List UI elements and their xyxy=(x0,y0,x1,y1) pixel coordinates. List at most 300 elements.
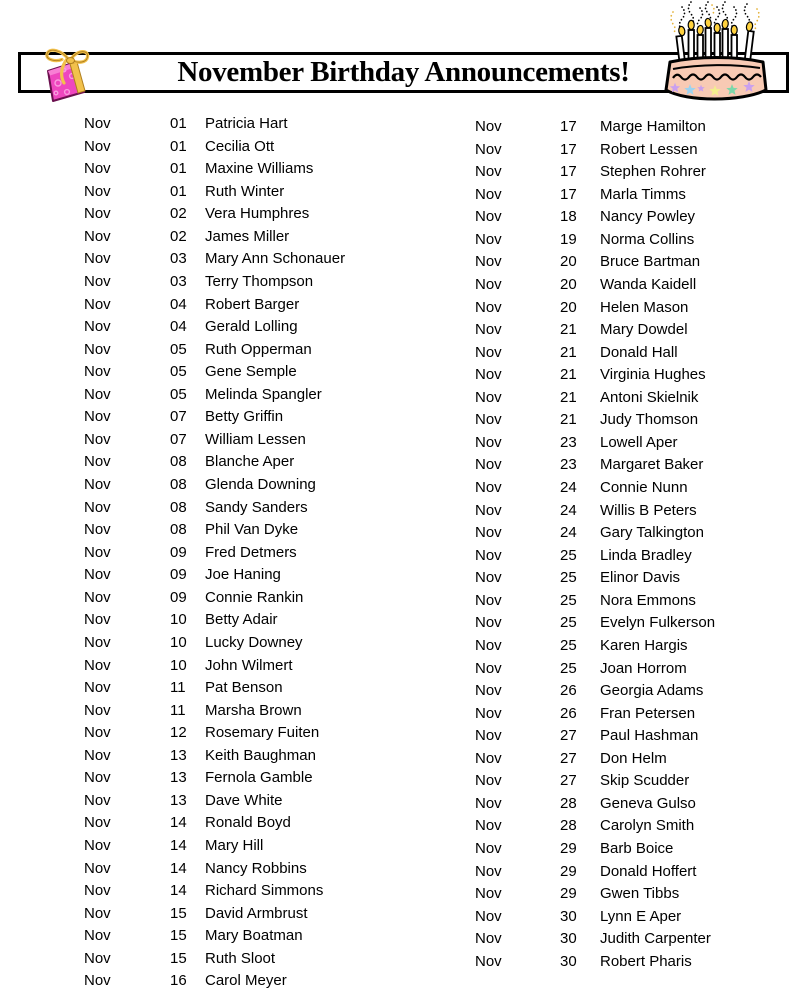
month-cell: Nov xyxy=(475,840,502,857)
month-cell: Nov xyxy=(84,498,111,516)
day-cell: 25 xyxy=(560,636,577,654)
birthday-row xyxy=(84,790,434,813)
name-cell: Joan Horrom xyxy=(600,659,687,677)
month-cell: Nov xyxy=(84,272,111,290)
birthday-list-left xyxy=(84,113,434,993)
name-cell: Robert Pharis xyxy=(600,952,692,970)
birthday-row xyxy=(84,700,434,723)
month-cell: Nov xyxy=(84,408,111,426)
name-cell: Mary Boatman xyxy=(205,927,303,945)
birthday-row xyxy=(475,206,795,229)
month-cell: Nov xyxy=(84,724,111,742)
name-cell: Gerald Lolling xyxy=(205,318,298,336)
name-cell: Mary Dowdel xyxy=(600,321,688,339)
birthday-row xyxy=(84,677,434,700)
name-cell: Fred Detmers xyxy=(205,543,297,561)
birthday-row xyxy=(84,339,434,362)
day-cell: 07 xyxy=(170,408,187,426)
name-cell: Ruth Opperman xyxy=(205,340,312,358)
name-cell: Cecilia Ott xyxy=(205,137,275,155)
name-cell: Dave White xyxy=(205,791,283,809)
name-cell: Connie Rankin xyxy=(205,588,304,606)
birthday-row xyxy=(84,384,434,407)
birthday-row xyxy=(475,319,795,342)
day-cell: 25 xyxy=(560,569,577,587)
birthday-row xyxy=(475,342,795,365)
month-cell: Nov xyxy=(84,250,111,268)
name-cell: Elinor Davis xyxy=(600,569,681,587)
birthday-row xyxy=(475,229,795,252)
birthday-cake-icon xyxy=(660,0,774,106)
day-cell: 14 xyxy=(170,837,187,854)
name-cell: Patricia Hart xyxy=(205,115,288,132)
month-cell: Nov xyxy=(84,430,111,448)
month-cell: Nov xyxy=(84,949,111,967)
month-cell: Nov xyxy=(84,972,111,990)
name-cell: Nancy Powley xyxy=(600,208,696,226)
day-cell: 15 xyxy=(170,904,187,922)
birthday-row xyxy=(84,181,434,204)
name-cell: Norma Collins xyxy=(600,230,695,248)
month-cell: Nov xyxy=(84,904,111,922)
name-cell: Georgia Adams xyxy=(600,682,704,700)
birthday-row xyxy=(475,635,795,658)
name-cell: Melinda Spangler xyxy=(205,385,322,403)
month-cell: Nov xyxy=(475,749,502,767)
day-cell: 08 xyxy=(170,498,187,516)
month-cell: Nov xyxy=(84,746,111,764)
birthday-row xyxy=(84,903,434,926)
month-cell: Nov xyxy=(84,769,111,787)
day-cell: 05 xyxy=(170,340,187,358)
day-cell: 04 xyxy=(170,318,187,336)
name-cell: Lucky Downey xyxy=(205,633,303,651)
name-cell: James Miller xyxy=(205,227,290,245)
day-cell: 29 xyxy=(560,885,577,903)
day-cell: 28 xyxy=(560,794,577,812)
birthday-row xyxy=(84,429,434,452)
month-cell: Nov xyxy=(475,907,502,925)
name-cell: Nora Emmons xyxy=(600,591,696,609)
day-cell: 17 xyxy=(560,140,577,158)
month-cell: Nov xyxy=(475,185,502,203)
month-cell: Nov xyxy=(475,388,502,406)
birthday-row xyxy=(84,970,434,993)
day-cell: 30 xyxy=(560,952,577,970)
name-cell: Donald Hoffert xyxy=(600,862,697,880)
birthday-row xyxy=(84,316,434,339)
name-cell: Evelyn Fulkerson xyxy=(600,614,716,632)
month-cell: Nov xyxy=(475,704,502,722)
day-cell: 01 xyxy=(170,137,187,155)
month-cell: Nov xyxy=(84,882,111,900)
day-cell: 02 xyxy=(170,205,187,223)
name-cell: Skip Scudder xyxy=(600,772,690,790)
day-cell: 09 xyxy=(170,588,187,606)
page-title: November Birthday Announcements! xyxy=(177,56,630,88)
month-cell: Nov xyxy=(84,927,111,945)
day-cell: 15 xyxy=(170,949,187,967)
day-cell: 18 xyxy=(560,208,577,226)
day-cell: 25 xyxy=(560,659,577,677)
day-cell: 24 xyxy=(560,524,577,542)
birthday-row xyxy=(475,184,795,207)
month-cell: Nov xyxy=(84,791,111,809)
day-cell: 09 xyxy=(170,566,187,584)
birthday-row xyxy=(84,542,434,565)
day-cell: 02 xyxy=(170,227,187,245)
month-cell: Nov xyxy=(84,837,111,854)
name-cell: Judith Carpenter xyxy=(600,930,711,948)
month-cell: Nov xyxy=(475,366,502,384)
birthday-row xyxy=(84,655,434,678)
day-cell: 30 xyxy=(560,907,577,925)
month-cell: Nov xyxy=(84,385,111,403)
day-cell: 27 xyxy=(560,727,577,745)
day-cell: 04 xyxy=(170,295,187,313)
day-cell: 09 xyxy=(170,543,187,561)
birthday-row xyxy=(84,587,434,610)
birthday-row xyxy=(84,858,434,881)
name-cell: Barb Boice xyxy=(600,840,674,857)
birthday-row xyxy=(84,497,434,520)
month-cell: Nov xyxy=(475,524,502,542)
birthday-row xyxy=(84,745,434,768)
day-cell: 01 xyxy=(170,160,187,178)
month-cell: Nov xyxy=(475,817,502,835)
name-cell: Margaret Baker xyxy=(600,456,704,474)
day-cell: 21 xyxy=(560,411,577,429)
day-cell: 11 xyxy=(170,701,186,719)
month-cell: Nov xyxy=(84,295,111,313)
day-cell: 07 xyxy=(170,430,187,448)
name-cell: Judy Thomson xyxy=(600,411,699,429)
day-cell: 13 xyxy=(170,791,187,809)
birthday-row xyxy=(475,883,795,906)
month-cell: Nov xyxy=(84,588,111,606)
birthday-row xyxy=(475,951,795,974)
name-cell: Sandy Sanders xyxy=(205,498,308,516)
name-cell: Carol Meyer xyxy=(205,972,287,990)
day-cell: 27 xyxy=(560,749,577,767)
day-cell: 25 xyxy=(560,591,577,609)
birthday-row xyxy=(84,812,434,835)
name-cell: Lowell Aper xyxy=(600,433,678,451)
month-cell: Nov xyxy=(84,227,111,245)
name-cell: Blanche Aper xyxy=(205,453,295,471)
month-cell: Nov xyxy=(84,566,111,584)
birthday-row xyxy=(475,454,795,477)
birthday-row xyxy=(84,632,434,655)
birthday-row xyxy=(475,861,795,884)
name-cell: Carolyn Smith xyxy=(600,817,695,835)
day-cell: 14 xyxy=(170,882,187,900)
month-cell: Nov xyxy=(475,772,502,790)
month-cell: Nov xyxy=(84,363,111,381)
birthday-row xyxy=(84,880,434,903)
name-cell: Rosemary Fuiten xyxy=(205,724,320,742)
birthday-row xyxy=(475,748,795,771)
name-cell: Marla Timms xyxy=(600,185,686,203)
name-cell: Robert Barger xyxy=(205,295,300,313)
birthday-row xyxy=(84,226,434,249)
name-cell: Karen Hargis xyxy=(600,636,688,654)
month-cell: Nov xyxy=(475,501,502,519)
month-cell: Nov xyxy=(475,614,502,632)
birthday-row xyxy=(475,274,795,297)
month-cell: Nov xyxy=(475,321,502,339)
birthday-row xyxy=(84,835,434,858)
birthday-row xyxy=(84,948,434,971)
day-cell: 08 xyxy=(170,476,187,493)
month-cell: Nov xyxy=(475,546,502,564)
name-cell: Joe Haning xyxy=(205,566,281,584)
day-cell: 30 xyxy=(560,930,577,948)
day-cell: 17 xyxy=(560,185,577,203)
name-cell: David Armbrust xyxy=(205,904,308,922)
gift-icon-svg xyxy=(36,40,102,104)
day-cell: 21 xyxy=(560,388,577,406)
birthday-row xyxy=(84,294,434,317)
name-cell: Virginia Hughes xyxy=(600,366,706,384)
day-cell: 08 xyxy=(170,453,187,471)
name-cell: Linda Bradley xyxy=(600,546,692,564)
birthday-row xyxy=(475,567,795,590)
birthday-row xyxy=(84,136,434,159)
day-cell: 29 xyxy=(560,840,577,857)
birthday-row xyxy=(84,474,434,497)
name-cell: Robert Lessen xyxy=(600,140,698,158)
day-cell: 21 xyxy=(560,321,577,339)
name-cell: Marge Hamilton xyxy=(600,118,706,135)
month-cell: Nov xyxy=(84,340,111,358)
day-cell: 26 xyxy=(560,682,577,700)
name-cell: Betty Adair xyxy=(205,611,278,629)
birthday-row xyxy=(475,725,795,748)
birthday-row xyxy=(475,680,795,703)
name-cell: Bruce Bartman xyxy=(600,253,701,271)
day-cell: 15 xyxy=(170,927,187,945)
month-cell: Nov xyxy=(84,160,111,178)
name-cell: Phil Van Dyke xyxy=(205,521,299,539)
day-cell: 28 xyxy=(560,817,577,835)
name-cell: Connie Nunn xyxy=(600,479,688,496)
day-cell: 20 xyxy=(560,298,577,316)
name-cell: Terry Thompson xyxy=(205,272,314,290)
birthday-row xyxy=(475,116,795,139)
name-cell: Betty Griffin xyxy=(205,408,284,426)
birthday-row xyxy=(475,838,795,861)
day-cell: 17 xyxy=(560,163,577,181)
birthday-row xyxy=(475,612,795,635)
month-cell: Nov xyxy=(475,479,502,496)
day-cell: 20 xyxy=(560,253,577,271)
day-cell: 29 xyxy=(560,862,577,880)
name-cell: Marsha Brown xyxy=(205,701,302,719)
name-cell: Gwen Tibbs xyxy=(600,885,680,903)
day-cell: 05 xyxy=(170,385,187,403)
birthday-cake-icon-svg xyxy=(660,0,774,106)
name-cell: Geneva Gulso xyxy=(600,794,696,812)
month-cell: Nov xyxy=(475,253,502,271)
month-cell: Nov xyxy=(84,521,111,539)
birthday-row xyxy=(475,658,795,681)
birthday-row xyxy=(475,297,795,320)
month-cell: Nov xyxy=(84,814,111,832)
day-cell: 24 xyxy=(560,501,577,519)
birthday-row xyxy=(475,387,795,410)
name-cell: William Lessen xyxy=(205,430,306,448)
month-cell: Nov xyxy=(84,633,111,651)
birthday-row xyxy=(84,609,434,632)
birthday-row xyxy=(84,519,434,542)
day-cell: 14 xyxy=(170,859,187,877)
birthday-row xyxy=(84,248,434,271)
name-cell: Lynn E Aper xyxy=(600,907,682,925)
month-cell: Nov xyxy=(475,298,502,316)
day-cell: 24 xyxy=(560,479,577,496)
month-cell: Nov xyxy=(84,611,111,629)
day-cell: 14 xyxy=(170,814,187,832)
month-cell: Nov xyxy=(475,230,502,248)
day-cell: 21 xyxy=(560,366,577,384)
name-cell: Gene Semple xyxy=(205,363,297,381)
name-cell: Ruth Sloot xyxy=(205,949,276,967)
birthday-row xyxy=(84,361,434,384)
name-cell: Fran Petersen xyxy=(600,704,696,722)
day-cell: 05 xyxy=(170,363,187,381)
day-cell: 10 xyxy=(170,633,187,651)
day-cell: 11 xyxy=(170,679,186,697)
month-cell: Nov xyxy=(475,885,502,903)
day-cell: 27 xyxy=(560,772,577,790)
name-cell: John Wilmert xyxy=(205,656,293,674)
name-cell: Keith Baughman xyxy=(205,746,316,764)
birthday-row xyxy=(475,432,795,455)
month-cell: Nov xyxy=(475,433,502,451)
birthday-row xyxy=(84,451,434,474)
month-cell: Nov xyxy=(475,682,502,700)
birthday-row xyxy=(84,271,434,294)
day-cell: 08 xyxy=(170,521,187,539)
month-cell: Nov xyxy=(84,476,111,493)
birthday-row xyxy=(475,703,795,726)
name-cell: Vera Humphres xyxy=(205,205,310,223)
month-cell: Nov xyxy=(475,862,502,880)
month-cell: Nov xyxy=(84,115,111,132)
birthday-row xyxy=(475,522,795,545)
day-cell: 17 xyxy=(560,118,577,135)
birthday-row xyxy=(475,161,795,184)
day-cell: 01 xyxy=(170,115,187,132)
month-cell: Nov xyxy=(475,727,502,745)
name-cell: Helen Mason xyxy=(600,298,689,316)
birthday-row xyxy=(84,767,434,790)
birthday-list-right xyxy=(475,116,795,973)
month-cell: Nov xyxy=(475,930,502,948)
birthday-row xyxy=(475,409,795,432)
birthday-row xyxy=(475,364,795,387)
month-cell: Nov xyxy=(475,140,502,158)
day-cell: 03 xyxy=(170,250,187,268)
name-cell: Paul Hashman xyxy=(600,727,699,745)
day-cell: 10 xyxy=(170,656,187,674)
birthday-row xyxy=(84,564,434,587)
month-cell: Nov xyxy=(475,163,502,181)
name-cell: Wanda Kaidell xyxy=(600,275,697,293)
birthday-row xyxy=(475,590,795,613)
name-cell: Richard Simmons xyxy=(205,882,324,900)
name-cell: Mary Hill xyxy=(205,837,264,854)
name-cell: Donald Hall xyxy=(600,343,678,361)
birthday-row xyxy=(475,793,795,816)
name-cell: Nancy Robbins xyxy=(205,859,307,877)
name-cell: Willis B Peters xyxy=(600,501,697,519)
day-cell: 12 xyxy=(170,724,187,742)
month-cell: Nov xyxy=(475,343,502,361)
day-cell: 23 xyxy=(560,456,577,474)
name-cell: Pat Benson xyxy=(205,679,283,697)
day-cell: 10 xyxy=(170,611,187,629)
month-cell: Nov xyxy=(84,318,111,336)
month-cell: Nov xyxy=(475,659,502,677)
day-cell: 20 xyxy=(560,275,577,293)
name-cell: Antoni Skielnik xyxy=(600,388,699,406)
birthday-row xyxy=(84,722,434,745)
month-cell: Nov xyxy=(475,591,502,609)
month-cell: Nov xyxy=(84,543,111,561)
day-cell: 13 xyxy=(170,769,187,787)
month-cell: Nov xyxy=(84,679,111,697)
birthday-row xyxy=(475,815,795,838)
birthday-row xyxy=(475,477,795,500)
day-cell: 25 xyxy=(560,614,577,632)
month-cell: Nov xyxy=(475,118,502,135)
month-cell: Nov xyxy=(475,636,502,654)
day-cell: 26 xyxy=(560,704,577,722)
month-cell: Nov xyxy=(475,456,502,474)
month-cell: Nov xyxy=(84,859,111,877)
day-cell: 23 xyxy=(560,433,577,451)
birthday-row xyxy=(84,203,434,226)
month-cell: Nov xyxy=(84,453,111,471)
day-cell: 25 xyxy=(560,546,577,564)
name-cell: Ruth Winter xyxy=(205,182,285,200)
month-cell: Nov xyxy=(84,137,111,155)
name-cell: Mary Ann Schonauer xyxy=(205,250,346,268)
birthday-row xyxy=(475,500,795,523)
name-cell: Gary Talkington xyxy=(600,524,704,542)
name-cell: Maxine Williams xyxy=(205,160,314,178)
birthday-row xyxy=(475,906,795,929)
name-cell: Don Helm xyxy=(600,749,667,767)
day-cell: 16 xyxy=(170,972,187,990)
name-cell: Stephen Rohrer xyxy=(600,163,706,181)
month-cell: Nov xyxy=(475,275,502,293)
birthday-row xyxy=(475,139,795,162)
name-cell: Ronald Boyd xyxy=(205,814,291,832)
month-cell: Nov xyxy=(475,952,502,970)
gift-icon xyxy=(36,40,102,104)
name-cell: Fernola Gamble xyxy=(205,769,313,787)
month-cell: Nov xyxy=(84,656,111,674)
month-cell: Nov xyxy=(475,411,502,429)
birthday-row xyxy=(475,545,795,568)
birthday-row xyxy=(475,251,795,274)
birthday-row xyxy=(84,925,434,948)
day-cell: 03 xyxy=(170,272,187,290)
name-cell: Glenda Downing xyxy=(205,476,316,493)
